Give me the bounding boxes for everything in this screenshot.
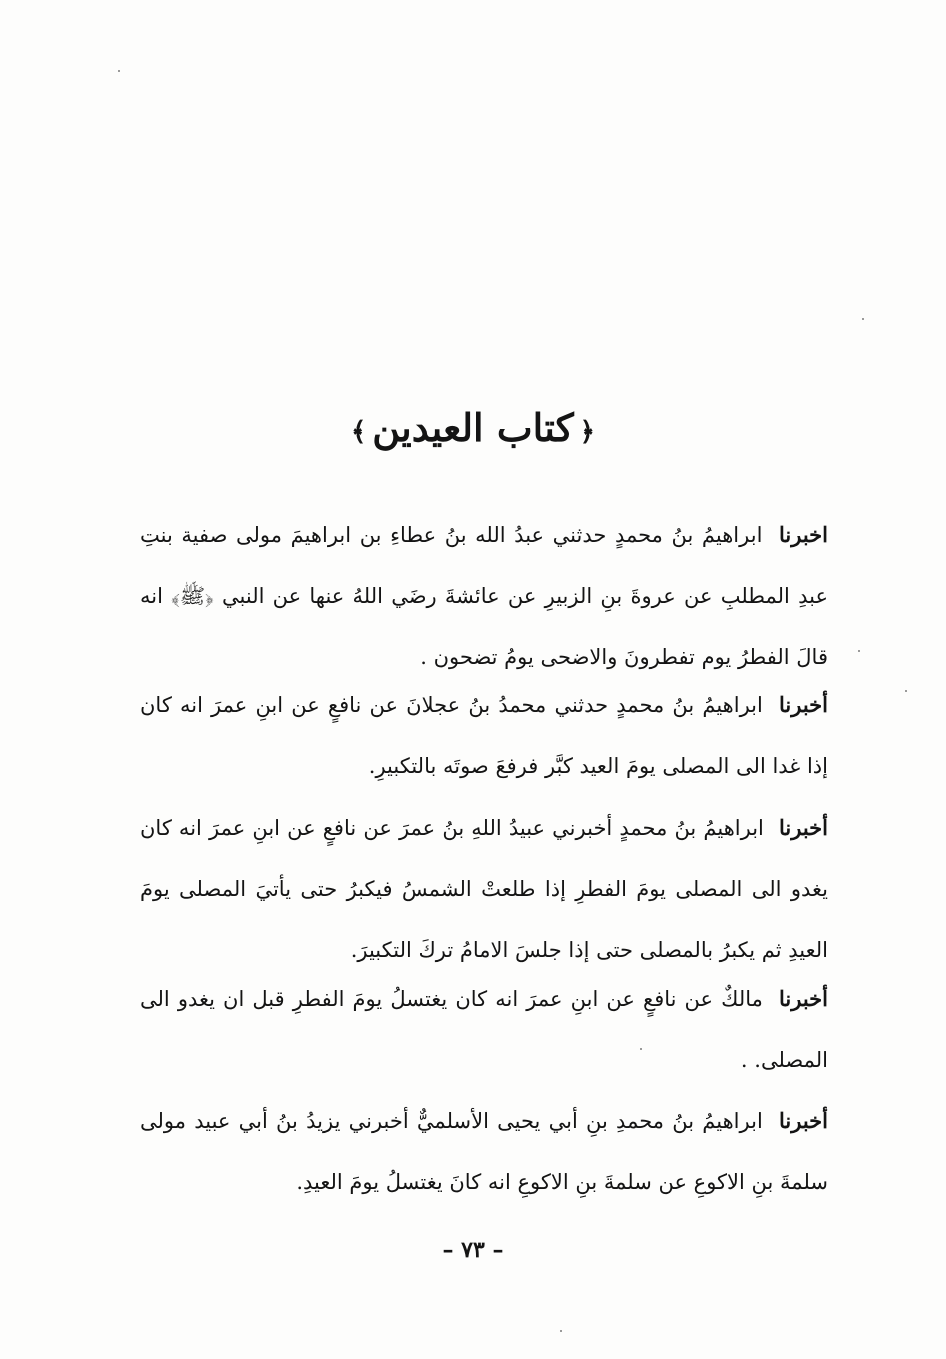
paragraph-text: ابراهيمُ بنُ محمدٍ أخبرني عبيدُ اللهِ بنُ عمرَ عن نافعٍ عن ابنِ عمرَ انه كان يغدو الى المصلى يومَ الفطرِ إذا طلعتْ الشمسُ فيكبرُ حتى يأتيَ المصلى يومَ العيدِ ثم يكبرُ بالمصلى حتى إذا جلسَ الامامُ تركَ التكبيرَ. <box>140 816 828 962</box>
paragraph-lead-word: أخبرنا <box>779 692 828 717</box>
paragraph-text: ابراهيمُ بنُ محمدٍ حدثني عبدُ الله بنُ عطاءِ بن ابراهيمَ مولى صفية بنتِ عبدِ المطلبِ عن عروةَ بنِ الزبيرِ عن عائشةَ رضَي اللهُ عنها عن النبي ﴿ﷺ﴾ انه قالَ الفطرُ يوم تفطرونَ والاضحى يومُ تضحون . <box>140 523 828 669</box>
chapter-title-text: كتاب العيدين <box>372 405 574 450</box>
paragraph-text: مالكٌ عن نافعٍ عن ابنِ عمرَ انه كان يغتسلُ يومَ الفطرِ قبل ان يغدو الى المصلى. . <box>140 987 828 1072</box>
paragraph-text: ابراهيمُ بنُ محمدِ بنِ أبي يحيى الأسلميٌّ أخبرني يزيدُ بنُ أبي عبيد مولى سلمةَ بنِ الاكوعِ عن سلمةَ بنِ الاكوعِ انه كانَ يغتسلُ يومَ العيدِ. <box>140 1109 828 1194</box>
paragraph-lead-word: أخبرنا <box>779 815 828 840</box>
hadith-paragraph-4 <box>140 968 828 1091</box>
paragraph-lead-word: أخبرنا <box>779 986 828 1011</box>
scan-speck <box>905 690 907 692</box>
paragraph-text: ابراهيمُ بنُ محمدٍ حدثني محمدُ بنُ عجلانَ عن نافعٍ عن ابنِ عمرَ انه كان إذا غدا الى المصلى يومَ العيد كبَّر فرفعَ صوتَه بالتكبيرِ. <box>140 693 828 778</box>
hadith-paragraph-3 <box>140 797 828 981</box>
title-ornament-left: ﴾ <box>351 416 367 447</box>
scan-speck <box>862 318 864 320</box>
page-number: – ٧٣ – <box>442 1237 504 1263</box>
scan-speck <box>118 70 120 72</box>
hadith-paragraph-5 <box>140 1090 828 1213</box>
scan-speck <box>560 1330 562 1332</box>
hadith-paragraph-2 <box>140 674 828 797</box>
scan-speck <box>858 650 860 652</box>
paragraph-lead-word: أخبرنا <box>779 1108 828 1133</box>
chapter-title <box>0 398 946 462</box>
scan-speck <box>640 1048 642 1050</box>
hadith-paragraph-1 <box>140 504 828 688</box>
paragraph-lead-word: اخبرنا <box>779 522 828 547</box>
title-ornament-right: ﴿ <box>579 416 595 447</box>
